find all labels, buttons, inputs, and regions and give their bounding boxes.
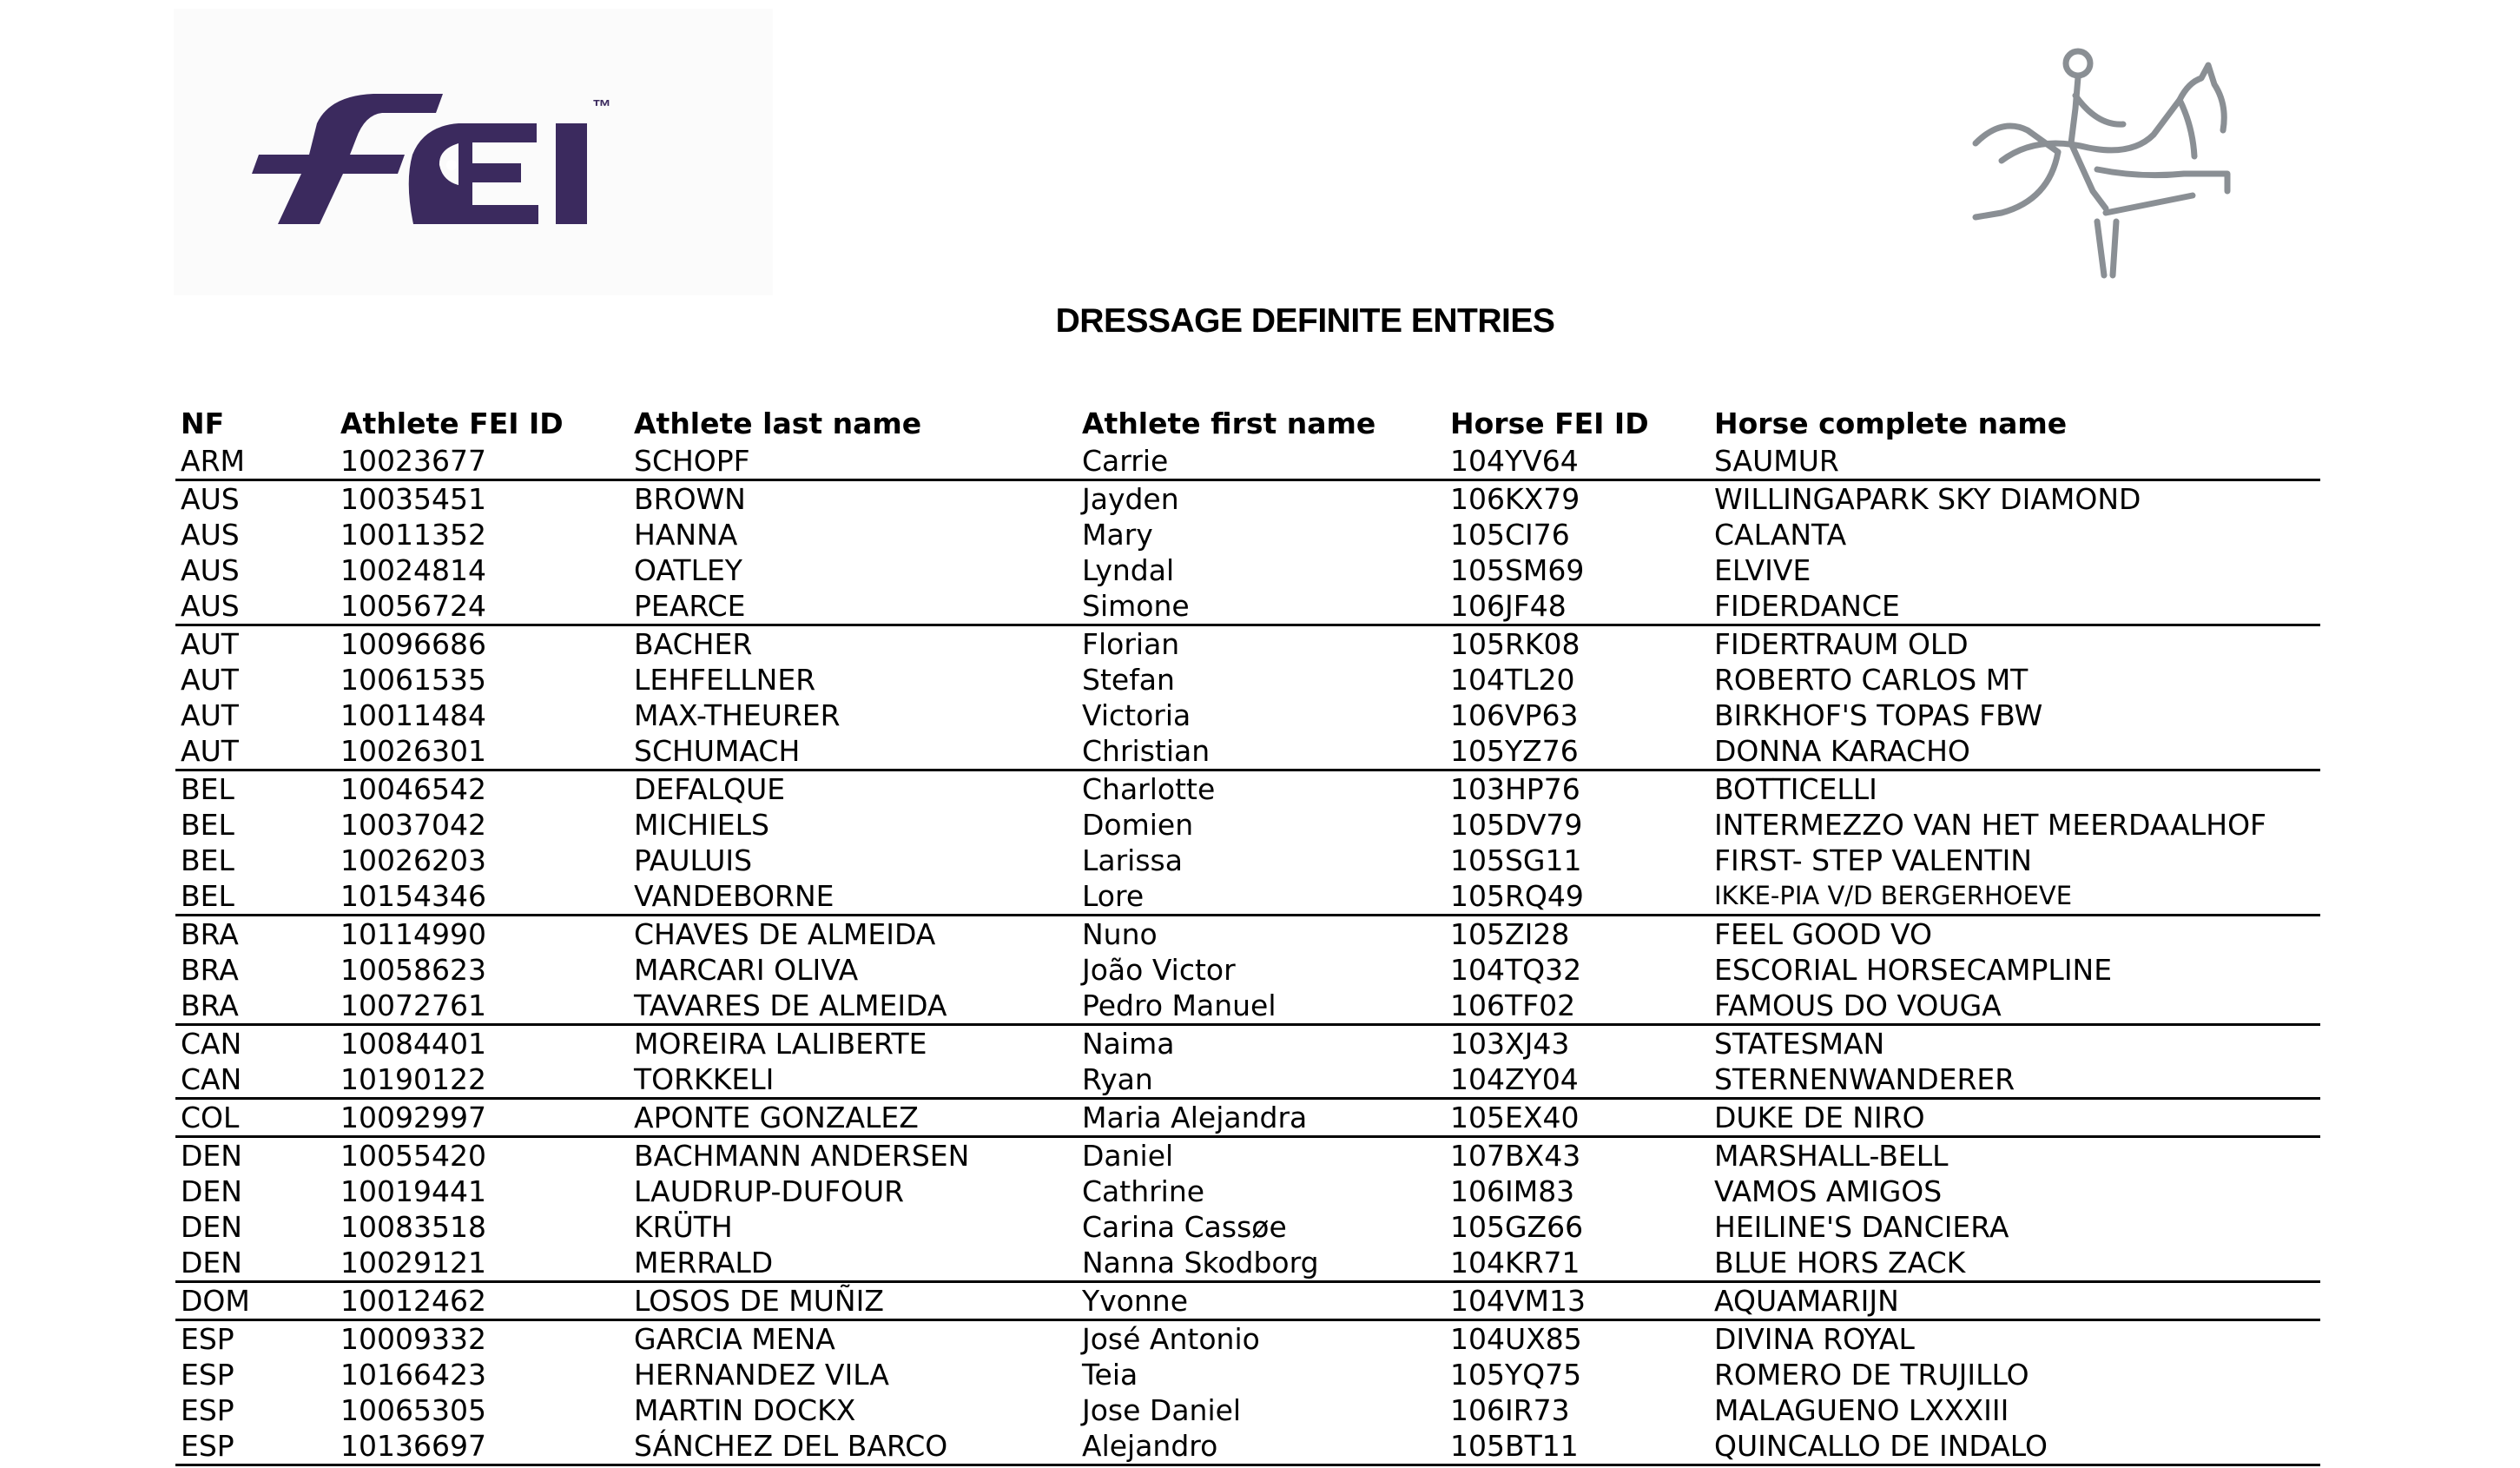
cell-athlete-first-name: Lore [1077, 878, 1445, 916]
cell-athlete-fei-id: 10011484 [340, 698, 486, 732]
cell-athlete-first-name: Mary [1082, 518, 1153, 552]
cell-athlete-fei-id: 10058623 [340, 953, 486, 987]
cell-horse-name: QUINCALLO DE INDALO [1709, 1428, 2320, 1465]
cell-horse-name: FIDERDANCE [1709, 588, 2320, 625]
table-row [175, 1357, 2320, 1392]
cell-athlete-fei-id: 10012462 [335, 1282, 629, 1320]
cell-athlete-first-name: Jose Daniel [1082, 1393, 1242, 1427]
table-row [175, 1392, 2320, 1428]
cell-horse-name: DUKE DE NIRO [1709, 1099, 2320, 1137]
cell-nf: ESP [181, 1358, 234, 1392]
table-row [175, 1025, 2320, 1062]
cell-athlete-first-name: Simone [1077, 588, 1445, 625]
trademark-label: ™ [592, 96, 611, 117]
cell-athlete-first-name: Alejandro [1077, 1428, 1445, 1465]
cell-athlete-first-name: João Victor [1082, 953, 1236, 987]
cell-nf: COL [175, 1099, 335, 1137]
table-row [175, 1061, 2320, 1099]
cell-athlete-fei-id: 10083518 [340, 1210, 486, 1244]
cell-athlete-last-name: GARCIA MENA [634, 1322, 835, 1356]
cell-nf: BEL [181, 808, 234, 842]
table-row [175, 1209, 2320, 1245]
table-row [175, 698, 2320, 733]
cell-athlete-first-name: Yvonne [1077, 1282, 1445, 1320]
cell-horse-name: ROBERTO CARLOS MT [1714, 663, 2029, 697]
cell-athlete-last-name: SÁNCHEZ DEL BARCO [629, 1428, 1077, 1465]
cell-horse-fei-id: 106VP63 [1450, 698, 1579, 732]
cell-nf: ESP [181, 1322, 234, 1356]
cell-nf: AUS [181, 553, 240, 587]
cell-horse-fei-id: 105RK08 [1450, 627, 1580, 661]
cell-athlete-fei-id: 10065305 [340, 1393, 486, 1427]
cell-horse-fei-id: 106KX79 [1450, 482, 1580, 516]
table-row [175, 916, 2320, 953]
header-nf: NF [181, 407, 225, 440]
cell-athlete-last-name: TAVARES DE ALMEIDA [629, 988, 1077, 1025]
table-row [175, 1137, 2320, 1174]
cell-athlete-last-name: PEARCE [629, 588, 1077, 625]
table-row [175, 843, 2320, 878]
cell-athlete-last-name: BACHMANN ANDERSEN [634, 1139, 970, 1173]
cell-horse-fei-id: 105CI76 [1450, 518, 1570, 552]
table-header-row [175, 405, 2320, 443]
cell-nf: AUS [181, 482, 240, 516]
cell-nf: AUT [181, 663, 239, 697]
cell-horse-fei-id: 104TL20 [1450, 663, 1575, 697]
cell-athlete-last-name: SCHOPF [629, 443, 1077, 480]
cell-horse-name: HEILINE'S DANCIERA [1714, 1210, 2009, 1244]
cell-athlete-first-name: Jayden [1082, 482, 1179, 516]
cell-athlete-first-name: José Antonio [1082, 1322, 1260, 1356]
table-row [175, 480, 2320, 518]
table-row [175, 770, 2320, 808]
cell-athlete-fei-id: 10056724 [335, 588, 629, 625]
table-row [175, 988, 2320, 1025]
cell-horse-name: MALAGUENO LXXXIII [1714, 1393, 2009, 1427]
cell-horse-fei-id: 105YQ75 [1450, 1358, 1582, 1392]
cell-athlete-fei-id: 10096686 [340, 627, 486, 661]
cell-nf: DEN [181, 1210, 242, 1244]
cell-horse-name: INTERMEZZO VAN HET MEERDAALHOF [1714, 808, 2267, 842]
cell-nf: BEL [175, 878, 335, 916]
cell-athlete-first-name: Christian [1077, 733, 1445, 770]
cell-horse-name: BIRKHOF'S TOPAS FBW [1714, 698, 2043, 732]
cell-horse-fei-id: 105EX40 [1445, 1099, 1709, 1137]
table-row [175, 1320, 2320, 1358]
cell-athlete-fei-id: 10190122 [335, 1061, 629, 1099]
cell-nf: BRA [175, 988, 335, 1025]
cell-athlete-first-name: Carrie [1077, 443, 1445, 480]
cell-nf: BEL [181, 843, 234, 877]
cell-athlete-first-name: Cathrine [1082, 1174, 1205, 1208]
table-row [175, 1099, 2320, 1137]
table-row [175, 807, 2320, 843]
cell-athlete-first-name: Victoria [1082, 698, 1191, 732]
cell-athlete-first-name: Stefan [1082, 663, 1175, 697]
header-athlete-fei-id: Athlete FEI ID [340, 407, 564, 440]
cell-athlete-last-name: LAUDRUP-DUFOUR [634, 1174, 905, 1208]
cell-horse-name: FIDERTRAUM OLD [1714, 627, 1969, 661]
cell-athlete-last-name: BACHER [634, 627, 753, 661]
cell-horse-fei-id: 104ZY04 [1445, 1061, 1709, 1099]
cell-horse-name: AQUAMARIJN [1709, 1282, 2320, 1320]
cell-nf: ESP [181, 1393, 234, 1427]
cell-athlete-fei-id: 10061535 [340, 663, 486, 697]
table-row [175, 1282, 2320, 1320]
cell-horse-fei-id: 106JF48 [1445, 588, 1709, 625]
cell-nf: AUT [181, 698, 239, 732]
cell-horse-name: IKKE-PIA V/D BERGERHOEVE [1709, 878, 2320, 916]
cell-athlete-last-name: MARTIN DOCKX [634, 1393, 856, 1427]
cell-nf: DEN [181, 1174, 242, 1208]
header-athlete-first-name: Athlete first name [1082, 407, 1376, 440]
cell-nf: CAN [175, 1061, 335, 1099]
cell-athlete-fei-id: 10026301 [335, 733, 629, 770]
cell-athlete-first-name: Larissa [1082, 843, 1183, 877]
cell-athlete-last-name: APONTE GONZALEZ [629, 1099, 1077, 1137]
cell-athlete-last-name: LEHFELLNER [634, 663, 816, 697]
cell-athlete-fei-id: 10026203 [340, 843, 486, 877]
cell-athlete-first-name: Nuno [1082, 917, 1158, 951]
cell-athlete-last-name: MOREIRA LALIBERTE [634, 1027, 927, 1061]
cell-athlete-last-name: MERRALD [629, 1245, 1077, 1282]
cell-horse-fei-id: 105ZI28 [1450, 917, 1570, 951]
cell-nf: AUT [175, 733, 335, 770]
cell-horse-name: DIVINA ROYAL [1714, 1322, 1915, 1356]
cell-athlete-last-name: OATLEY [634, 553, 742, 587]
cell-horse-fei-id: 106TF02 [1445, 988, 1709, 1025]
cell-horse-name: BOTTICELLI [1714, 772, 1877, 806]
cell-athlete-fei-id: 10011352 [340, 518, 486, 552]
table-row [175, 552, 2320, 588]
cell-athlete-last-name: PAULUIS [634, 843, 753, 877]
cell-athlete-fei-id: 10055420 [340, 1139, 486, 1173]
cell-athlete-fei-id: 10154346 [335, 878, 629, 916]
cell-athlete-last-name: KRÜTH [634, 1210, 733, 1244]
table-row [175, 443, 2320, 480]
document-title: DRESSAGE DEFINITE ENTRIES [1055, 302, 1555, 340]
cell-nf: DEN [181, 1139, 242, 1173]
header-horse-fei-id: Horse FEI ID [1450, 407, 1649, 440]
cell-horse-name: VAMOS AMIGOS [1714, 1174, 1943, 1208]
cell-athlete-last-name: CHAVES DE ALMEIDA [634, 917, 936, 951]
cell-athlete-first-name: Charlotte [1082, 772, 1216, 806]
cell-nf: DOM [175, 1282, 335, 1320]
table-row [175, 878, 2320, 916]
cell-nf: AUS [181, 518, 240, 552]
cell-horse-name: BLUE HORS ZACK [1709, 1245, 2320, 1282]
cell-athlete-last-name: MAX-THEURER [634, 698, 841, 732]
cell-horse-fei-id: 107BX43 [1450, 1139, 1581, 1173]
cell-nf: BEL [181, 772, 234, 806]
cell-athlete-first-name: Carina Cassøe [1082, 1210, 1287, 1244]
cell-horse-name: FAMOUS DO VOUGA [1709, 988, 2320, 1025]
cell-horse-name: DONNA KARACHO [1709, 733, 2320, 770]
cell-athlete-fei-id: 10009332 [340, 1322, 486, 1356]
cell-athlete-last-name: MARCARI OLIVA [634, 953, 859, 987]
cell-athlete-first-name: Naima [1082, 1027, 1175, 1061]
dressage-rider-icon [1967, 48, 2236, 286]
cell-horse-name: ELVIVE [1714, 553, 1811, 587]
cell-nf: BRA [181, 953, 239, 987]
cell-nf: ARM [175, 443, 335, 480]
header-horse-complete-name: Horse complete name [1714, 407, 2068, 440]
cell-athlete-fei-id: 10114990 [340, 917, 486, 951]
cell-nf: CAN [181, 1027, 242, 1061]
cell-athlete-first-name: Ryan [1077, 1061, 1445, 1099]
cell-athlete-first-name: Pedro Manuel [1077, 988, 1445, 1025]
cell-athlete-fei-id: 10029121 [335, 1245, 629, 1282]
cell-nf: AUS [175, 588, 335, 625]
cell-athlete-first-name: Florian [1082, 627, 1180, 661]
fei-logo-icon [234, 78, 721, 235]
cell-athlete-last-name: VANDEBORNE [629, 878, 1077, 916]
cell-athlete-last-name: HERNANDEZ VILA [634, 1358, 889, 1392]
table-row [175, 1428, 2320, 1465]
header-athlete-last-name: Athlete last name [634, 407, 922, 440]
table-row [175, 733, 2320, 770]
cell-nf: ESP [175, 1428, 335, 1465]
cell-nf: BRA [181, 917, 239, 951]
cell-athlete-fei-id: 10166423 [340, 1358, 486, 1392]
entries-table [175, 405, 2320, 1466]
cell-horse-name: MARSHALL-BELL [1714, 1139, 1949, 1173]
cell-horse-fei-id: 105BT11 [1445, 1428, 1709, 1465]
table-row [175, 625, 2320, 663]
cell-horse-fei-id: 106IR73 [1450, 1393, 1570, 1427]
fei-logo [174, 9, 773, 295]
cell-athlete-fei-id: 10024814 [340, 553, 486, 587]
cell-horse-fei-id: 103XJ43 [1450, 1027, 1570, 1061]
cell-horse-fei-id: 105YZ76 [1445, 733, 1709, 770]
cell-athlete-fei-id: 10136697 [335, 1428, 629, 1465]
cell-athlete-fei-id: 10084401 [340, 1027, 486, 1061]
cell-horse-fei-id: 104TQ32 [1450, 953, 1582, 987]
cell-horse-name: SAUMUR [1709, 443, 2320, 480]
cell-horse-fei-id: 103HP76 [1450, 772, 1580, 806]
cell-athlete-last-name: BROWN [634, 482, 746, 516]
cell-horse-fei-id: 105RQ49 [1445, 878, 1709, 916]
cell-athlete-first-name: Lyndal [1082, 553, 1175, 587]
cell-athlete-first-name: Maria Alejandra [1077, 1099, 1445, 1137]
cell-athlete-last-name: DEFALQUE [634, 772, 786, 806]
cell-horse-fei-id: 104VM13 [1445, 1282, 1709, 1320]
cell-horse-fei-id: 104KR71 [1445, 1245, 1709, 1282]
cell-athlete-fei-id: 10046542 [340, 772, 486, 806]
cell-athlete-fei-id: 10072761 [335, 988, 629, 1025]
cell-nf: DEN [175, 1245, 335, 1282]
cell-horse-name: STERNENWANDERER [1709, 1061, 2320, 1099]
cell-horse-fei-id: 105GZ66 [1450, 1210, 1584, 1244]
cell-horse-fei-id: 104UX85 [1450, 1322, 1582, 1356]
cell-horse-fei-id: 105SG11 [1450, 843, 1582, 877]
cell-athlete-fei-id: 10019441 [340, 1174, 486, 1208]
cell-athlete-fei-id: 10035451 [340, 482, 486, 516]
cell-athlete-first-name: Daniel [1082, 1139, 1174, 1173]
table-row [175, 662, 2320, 698]
table-row [175, 588, 2320, 625]
cell-athlete-fei-id: 10023677 [335, 443, 629, 480]
cell-horse-name: ESCORIAL HORSECAMPLINE [1714, 953, 2113, 987]
cell-athlete-last-name: LOSOS DE MUÑIZ [629, 1282, 1077, 1320]
cell-athlete-first-name: Domien [1082, 808, 1194, 842]
cell-athlete-first-name: Nanna Skodborg [1077, 1245, 1445, 1282]
cell-horse-name: ROMERO DE TRUJILLO [1714, 1358, 2029, 1392]
cell-athlete-last-name: HANNA [634, 518, 738, 552]
table-row [175, 1174, 2320, 1209]
cell-horse-name: FIRST- STEP VALENTIN [1714, 843, 2032, 877]
cell-horse-fei-id: 105DV79 [1450, 808, 1583, 842]
cell-athlete-last-name: TORKKELI [629, 1061, 1077, 1099]
cell-horse-fei-id: 106IM83 [1450, 1174, 1575, 1208]
cell-athlete-fei-id: 10092997 [335, 1099, 629, 1137]
cell-horse-name: STATESMAN [1714, 1027, 1885, 1061]
cell-horse-name: FEEL GOOD VO [1714, 917, 1932, 951]
cell-athlete-fei-id: 10037042 [340, 808, 486, 842]
cell-nf: AUT [181, 627, 239, 661]
cell-horse-fei-id: 105SM69 [1450, 553, 1585, 587]
cell-athlete-last-name: MICHIELS [634, 808, 769, 842]
cell-horse-name: WILLINGAPARK SKY DIAMOND [1714, 482, 2141, 516]
cell-athlete-last-name: SCHUMACH [629, 733, 1077, 770]
table-row [175, 1245, 2320, 1282]
cell-horse-fei-id: 104YV64 [1445, 443, 1709, 480]
cell-horse-name: CALANTA [1714, 518, 1847, 552]
table-row [175, 517, 2320, 552]
table-row [175, 952, 2320, 988]
cell-athlete-first-name: Teia [1082, 1358, 1138, 1392]
